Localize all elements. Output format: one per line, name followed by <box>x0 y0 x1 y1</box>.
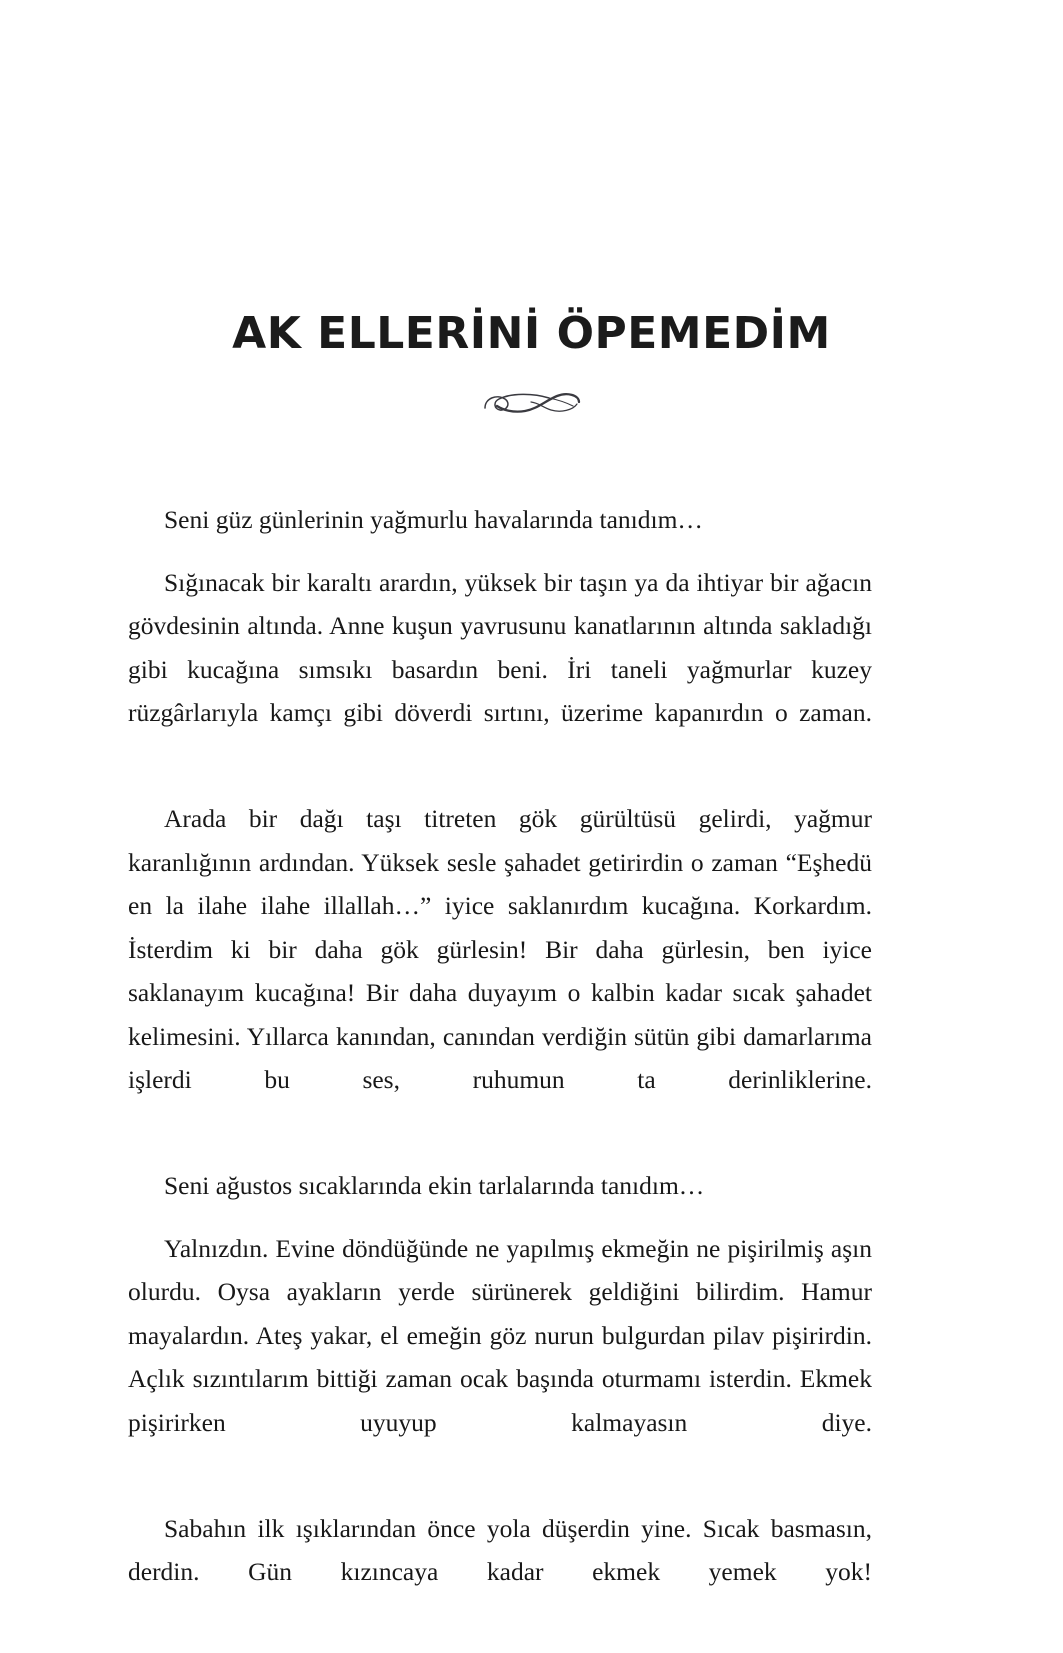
flourish-icon <box>477 382 587 422</box>
paragraph: Sığınacak bir karaltı arardın, yüksek bir taşın ya da ihtiyar bir ağacın gövdesinin altında. Anne kuşun yavrusunu kanatlarının altında sakladığı gibi kucağına sımsıkı basardın beni. İri taneli yağmurlar kuzey rüzgârlarıyla kamçı gibi döverdi sırtını, üzerime kapanırdın o zaman. <box>128 567 872 727</box>
paragraph: Sabahın ilk ışıklarından önce yola düşerdin yine. Sıcak basmasın, derdin. Gün kızıncaya kadar ekmek yemek yok! <box>128 1513 872 1586</box>
paragraph: Arada bir dağı taşı titreten gök gürültüsü gelirdi, yağmur karanlığının ardından. Yüksek sesle şahadet getirirdin o zaman “Eşhedü en la ilahe ilahe illallah…” iyice saklanırdım kucağına. Korkardım. İsterdim ki bir daha gök gürlesin! Bir daha gürlesin, ben iyice saklanayım kucağına! Bir daha duyayım o kalbin kadar sıcak şahadet kelimesini. Yıllarca kanından, canından verdiğin sütün gibi damarlarıma işlerdi bu ses, ruhumun ta derinliklerine. <box>128 804 872 1094</box>
paragraph: Seni ağustos sıcaklarında ekin tarlalarında tanıdım… <box>164 1171 705 1200</box>
ornament <box>0 380 1063 424</box>
page-title: AK ELLERİNİ ÖPEMEDİM <box>232 308 831 360</box>
paragraph: Yalnızdın. Evine döndüğünde ne yapılmış ekmeğin ne pişirilmiş aşın olurdu. Oysa ayakların yerde sürünerek geldiğini bilirdim. Hamur mayalardın. Ateş yakar, el emeğin göz nurun bulgurdan pilav pişirirdin. Açlık sızıntılarım bittiği zaman ocak başında oturmamı isterdin. Ekmek pişirirken uyuyup kalmayasın diye. <box>128 1233 872 1437</box>
paragraph: Seni güz günlerinin yağmurlu havalarında tanıdım… <box>164 505 703 534</box>
body-text <box>128 498 872 1637</box>
